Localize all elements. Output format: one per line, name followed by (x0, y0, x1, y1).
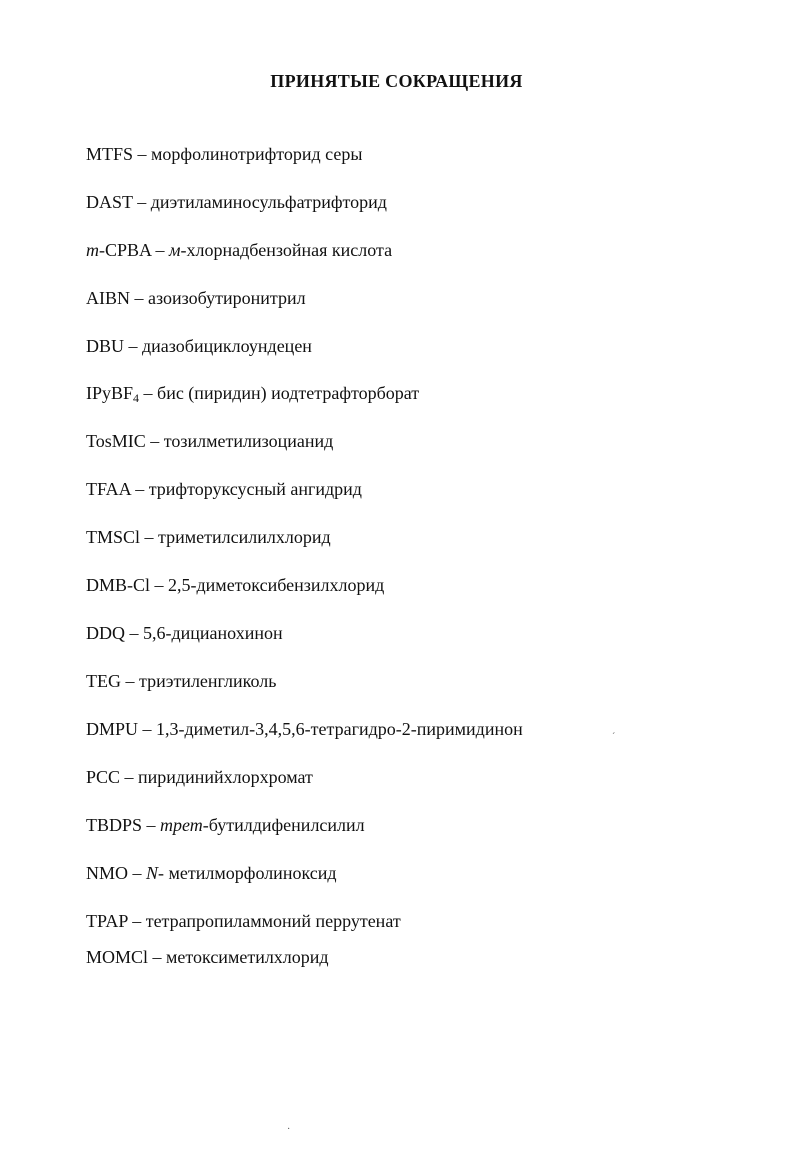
definition-italic-prefix: м (169, 240, 181, 260)
abbreviation-entry (86, 574, 384, 596)
abbreviation-subscript: 4 (133, 391, 140, 405)
abbreviation: IPyBF (86, 383, 134, 403)
definition: тетрапропиламмоний перрутенат (145, 911, 401, 931)
abbreviation-entry (86, 526, 331, 548)
definition: -бутилдифенилсилил (202, 815, 365, 835)
definition: трифторуксусный ангидрид (148, 479, 362, 499)
definition: триметилсилилхлорид (158, 527, 331, 547)
abbreviation-entry (86, 191, 387, 213)
definition: -хлорнадбензойная кислота (180, 240, 393, 260)
definition: 2,5-диметоксибензилхлорид (168, 575, 385, 595)
abbreviation-italic-prefix: m (86, 240, 99, 260)
abbreviation-entry (86, 718, 523, 740)
abbreviation: AIBN (86, 288, 130, 308)
abbreviation-entry (86, 287, 306, 309)
dash: – (139, 383, 158, 403)
dash: – (151, 240, 170, 260)
abbreviation-entry (86, 430, 333, 452)
definition-italic-prefix: трет (160, 815, 203, 835)
abbreviation: TMSCl (86, 527, 141, 547)
abbreviation-entry (86, 239, 392, 261)
scan-speck: ˊ (612, 732, 616, 743)
abbreviation-entry (86, 670, 276, 692)
scan-speck: · (287, 1124, 291, 1135)
abbreviation: PCC (86, 767, 121, 787)
dash: – (145, 431, 164, 451)
dash: – (148, 947, 167, 967)
dash: – (150, 575, 169, 595)
abbreviation: DAST (86, 192, 133, 212)
abbreviation-entry (86, 478, 362, 500)
dash: – (121, 671, 139, 691)
abbreviation-entry (86, 335, 312, 357)
dash: – (128, 863, 147, 883)
abbreviation-entry (86, 946, 329, 968)
dash: – (138, 719, 157, 739)
page-title: ПРИНЯТЫЕ СОКРАЩЕНИЯ (270, 71, 523, 91)
abbreviation-entry (86, 910, 401, 932)
definition: бис (пиридин) иодтетрафторборат (157, 383, 420, 403)
abbreviation: TosMIC (86, 431, 146, 451)
dash: – (127, 911, 146, 931)
definition: диазобициклоундецен (142, 336, 312, 356)
definition: 1,3-диметил-3,4,5,6-тетрагидро-2-пиримидинон (156, 719, 523, 739)
definition: морфолинотрифторид серы (151, 144, 363, 164)
definition: тозилметилизоцианид (163, 431, 334, 451)
abbreviation-entry (86, 382, 419, 404)
abbreviation: TPAP (86, 911, 128, 931)
definition: метоксиметилхлорид (166, 947, 329, 967)
dash: – (125, 623, 143, 643)
definition: азоизобутиронитрил (148, 288, 306, 308)
abbreviation: -CPBA (99, 240, 152, 260)
abbreviation: DMB-Cl (86, 575, 151, 595)
abbreviation-entry (86, 814, 365, 836)
abbreviation: DBU (86, 336, 125, 356)
dash: – (130, 479, 149, 499)
dash: – (142, 815, 161, 835)
abbreviation: TEG (86, 671, 121, 691)
abbreviation-entry (86, 766, 313, 788)
abbreviation-entry (86, 862, 337, 884)
abbreviation-entry (86, 143, 362, 165)
abbreviation: TBDPS (86, 815, 143, 835)
dash: – (124, 336, 143, 356)
abbreviation: MOMCl (86, 947, 149, 967)
dash: – (120, 767, 139, 787)
dash: – (133, 144, 152, 164)
definition: - метилморфолиноксид (158, 863, 337, 883)
definition: пиридинийхлорхромат (138, 767, 313, 787)
abbreviation: NMO (86, 863, 129, 883)
dash: – (140, 527, 159, 547)
abbreviation: TFAA (86, 479, 131, 499)
definition: триэтиленгликоль (139, 671, 277, 691)
definition: диэтиламиносульфатрифторид (150, 192, 387, 212)
dash: – (130, 288, 148, 308)
abbreviation: MTFS (86, 144, 134, 164)
abbreviation-entry (86, 622, 283, 644)
abbreviation: DMPU (86, 719, 139, 739)
definition-italic-prefix: N (146, 863, 159, 883)
definition: 5,6-дицианохинон (143, 623, 283, 643)
abbreviation: DDQ (86, 623, 125, 643)
dash: – (132, 192, 151, 212)
